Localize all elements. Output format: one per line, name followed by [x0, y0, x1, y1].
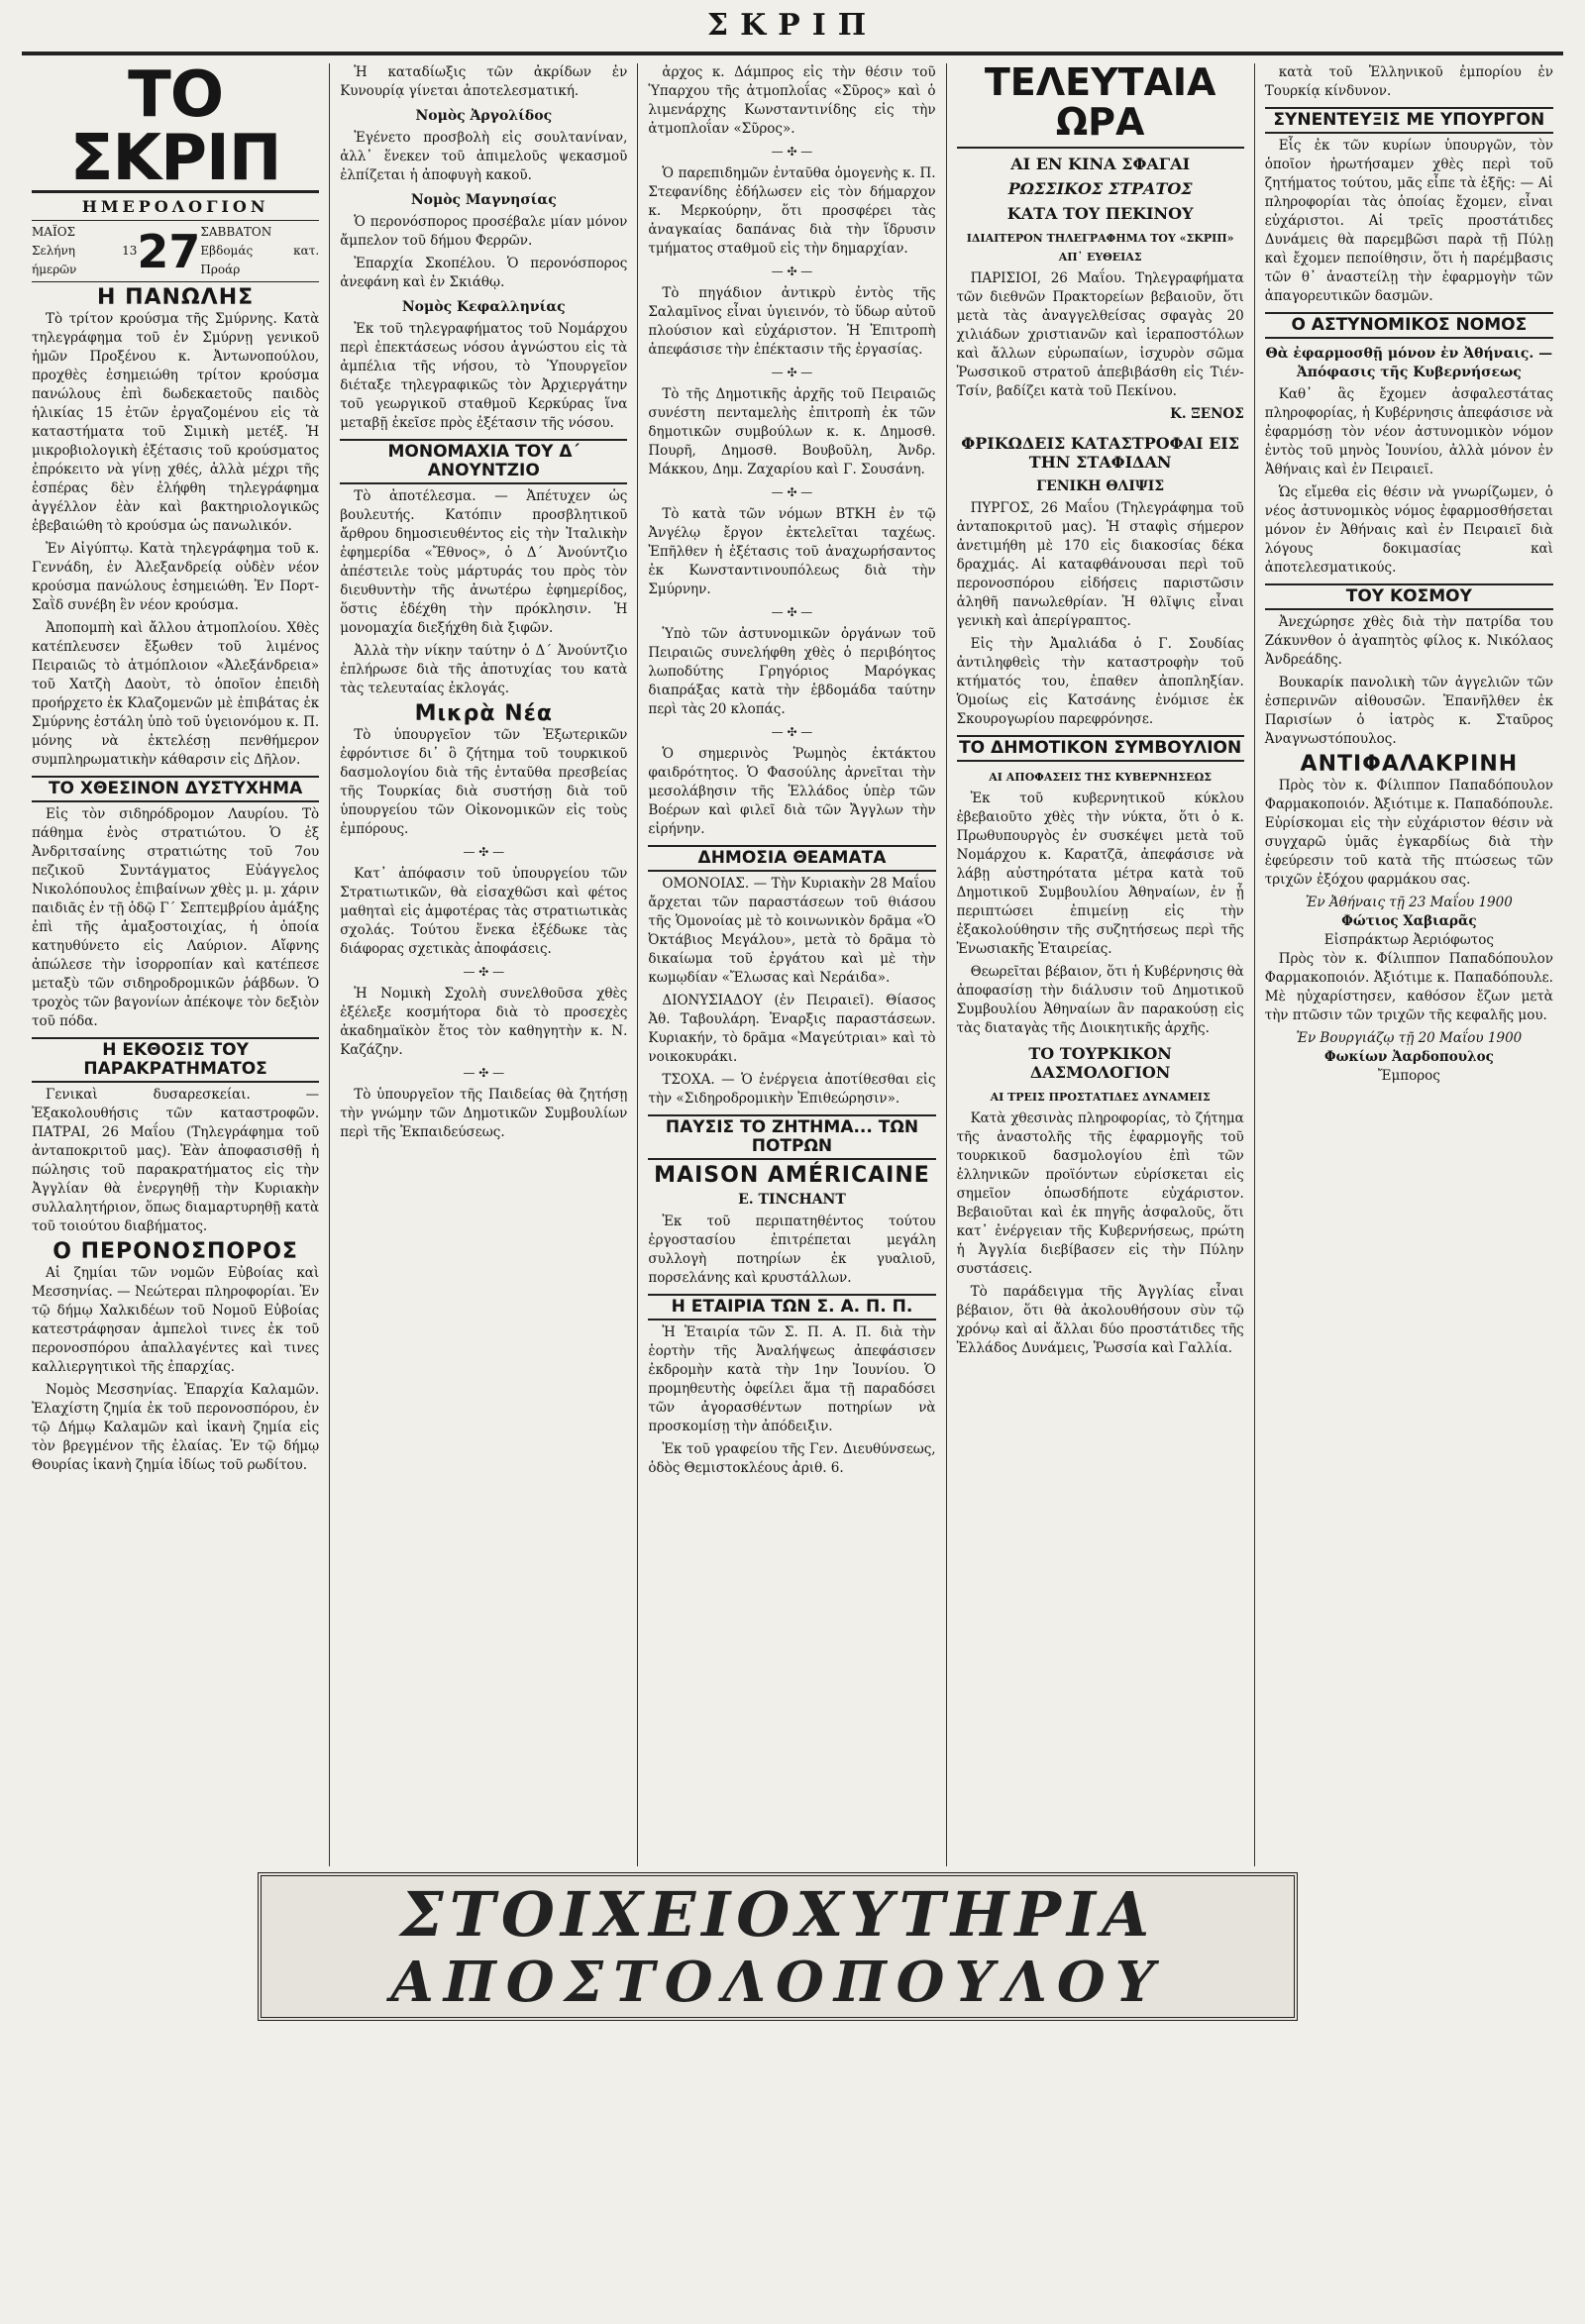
article-paragraph: Τὸ κατὰ τῶν νόμων ΒΤΚΗ ἐν τῷ Ἀνγέλῳ ἔργον ἐκτελεῖται ταχέως. Ἐπῆλθεν ἡ ἐξέτασις τοῦ ἀναχωρήσαντος ἐκ Κωνσταντινουπόλεως διὰ τὴν Σμύρνην. [648, 506, 936, 597]
article-paragraph: κατὰ τοῦ Ἑλληνικοῦ ἐμπορίου ἐν Τουρκίᾳ κίνδυνον. [1264, 64, 1553, 99]
heading-municipal-council: ΤΟ ΔΗΜΟΤΙΚΟΝ ΣΥΜΒΟΥΛΙΟΝ [957, 735, 1244, 762]
heading-maison-americaine: MAISON AMÉRICAINE [654, 1163, 930, 1188]
signature-name: Φωκίων Ἀαρδοπουλος [1323, 1049, 1494, 1065]
subheading: Νομὸς Ἀργολίδος [415, 108, 553, 124]
article-paragraph: Τὸ ὑπουργεῖον τῆς Παιδείας θὰ ζητήσῃ τὴν γνώμην τῶν Δημοτικῶν Συμβουλίων περὶ τῆς Ἐκπαιδεύσεως. [340, 1087, 628, 1140]
heading-company: Η ΕΤΑΙΡΙΑ ΤΩΝ Σ. Α. Π. Π. [648, 1294, 935, 1320]
article-paragraph: Βουκαρίκ πανολικὴ τῶν ἀγγελιῶν τῶν ἐσπερινῶν αἰθουσῶν. Ἐπανῆλθεν ἐκ Παρισίων ὁ ἰατρὸς κ. Σταῦρος Ἀναγνωστόπουλος. [1264, 675, 1553, 747]
heading-tinchant: E. TINCHANT [738, 1192, 846, 1208]
article-paragraph: ΤΣΟΧΑ. — Ὁ ἐνέργεια ἀποτίθεσθαι εἰς τὴν «Σιδηροδρομικὴν Ἐπιθεώρησιν». [648, 1072, 936, 1107]
signature-title: Ἔμπορος [1377, 1068, 1440, 1084]
article-paragraph: Ἐπαρχία Σκοπέλου. Ὁ περονόσπορος ἀνεφάνη καὶ ἐν Σκιάθῳ. [340, 256, 628, 290]
signature-date: Ἐν Ἀθήναις τῇ 23 Μαΐου 1900 [1305, 895, 1513, 910]
separator: — ✣ — [463, 845, 505, 859]
article-paragraph: Τὸ παράδειγμα τῆς Ἀγγλίας εἶναι βέβαιον, ὅτι θὰ ἀκολουθήσουν σὺν τῷ χρόνῳ καὶ αἱ ἄλλαι δύο προστάτιδες τῆς Ἑλλάδος Δυνάμεις, Ῥωσσία καὶ Γαλλία. [956, 1283, 1244, 1356]
heading-china: ΑΙ ΕΝ ΚΙΝΑ ΣΦΑΓΑΙ [1010, 154, 1191, 173]
article-paragraph: Ἀλλὰ τὴν νίκην ταύτην ὁ Δ΄ Ἀνούντζιο ἐπλήρωσε διὰ τῆς ἀποτυχίας του κατὰ τὰς τελευταίας ἐκλογάς. [340, 643, 628, 696]
article-paragraph: Ἐγένετο προσβολὴ εἰς σουλτανίναν, ἀλλ᾽ ἕνεκεν τοῦ ἀπιμελοῦς ψεκασμοῦ ἐλπίζεται ἡ ἀποφυγὴ κακοῦ. [340, 130, 628, 183]
date-weekday: ΣΑΒΒΑΤΟΝ [200, 225, 272, 239]
signature: Κ. ΞΕΝΟΣ [1170, 405, 1244, 422]
header-rule [22, 52, 1563, 55]
separator: — ✣ — [771, 485, 813, 499]
heading-protecting-powers: ΑΙ ΤΡΕΙΣ ΠΡΟΣΤΑΤΙΔΕΣ ΔΥΝΑΜΕΙΣ [990, 1090, 1211, 1104]
article-paragraph: Ὁ περονόσπορος προσέβαλε μίαν μόνον ἄμπελον τοῦ δήμου Φερρῶν. [340, 214, 628, 249]
heading-interview: ΣΥΝΕΝΤΕΥΞΙΣ ΜΕ ΥΠΟΥΡΓΟΝ [1265, 107, 1553, 134]
separator: — ✣ — [771, 264, 813, 278]
article-paragraph: Ἐν Αἰγύπτῳ. Κατὰ τηλεγράφημα τοῦ κ. Γεννάδη, ἐν Ἀλεξανδρείᾳ οὐδὲν νέον κρούσμα πανώλους ἐσημειώθη. Ἐν Πορτ-Σαῒδ συνέβη ἓν νέον κρούσμα. [32, 541, 320, 613]
article-paragraph: Εἰς τὴν Ἀμαλιάδα ὁ Γ. Σουδίας ἀντιληφθεὶς τὴν καταστροφὴν τοῦ κτήματός του, ἐπαθεν ἀποπληξίαν. Ὁμοίως εἰς Κατσάνης ἐνόμισε ἐκ Σκουρογωρίου παρεφρόνησε. [956, 635, 1244, 727]
heading-antifalakrini: ΑΝΤΙΦΑΛΑΚΡΙΝΗ [1300, 752, 1519, 777]
subheading: Θὰ ἐφαρμοσθῇ μόνον ἐν Ἀθήναις. — Ἀπόφασις τῆς Κυβερνήσεως [1265, 346, 1553, 380]
heading-last-hour: ΤΕΛΕΥΤΑΙΑ ΩΡΑ [957, 63, 1244, 149]
article-paragraph: Τὸ τῆς Δημοτικῆς ἀρχῆς τοῦ Πειραιῶς συνέστη πενταμελὴς ἐπιτροπὴ ἐκ τῶν δημοτικῶν συμβούλων κ. κ. Δημοσθ. Πουρῆ, Δημοσθ. Βουβοῦλη, Ἀνδρ. Μάκκου, Δημ. Ζαχαρίου καὶ Γ. Σουσάνη. [648, 386, 936, 477]
article-paragraph: ΠΑΡΙΣΙΟΙ, 26 Μαΐου. Τηλεγραφήματα τῶν διεθνῶν Πρακτορείων βεβαιοῦν, ὅτι μετὰ τὰς ἀναγγελθείσας σφαγὰς 20 χιλιάδων χριστιανῶν καὶ ἱεραποστόλων καὶ ἄλλων εὐρωπαίων, ἰσχυρὸν σῶμα Ῥωσσικοῦ στρατοῦ ἀπεβιβάσθη εἰς Τιέν-Τσίν, βαδίζει κατὰ τοῦ Πεκίνου. [956, 269, 1244, 399]
heading-plague: Η ΠΑΝΩΛΗΣ [97, 285, 255, 310]
heading-theatres: ΔΗΜΟΣΙΑ ΘΕΑΜΑΤΑ [648, 845, 935, 872]
article-paragraph: Ἡ καταδίωξις τῶν ἀκρίδων ἐν Κυνουρίᾳ γίνεται ἀποτελεσματική. [340, 64, 628, 99]
article-paragraph: Καθ᾽ ἃς ἔχομεν ἀσφαλεστάτας πληροφορίας, ἡ Κυβέρνησις ἀπεφάσισε νὰ ἐφαρμόσῃ τὸν νέον ἀστυνομικὸν νόμον ἐντὸς τοῦ μηνὸς Ἰουνίου, ἀλλὰ μόνον ἐν Ἀθήναις καὶ ἐν Πειραιεῖ. [1264, 386, 1553, 477]
column-5 [1255, 63, 1563, 1866]
article-paragraph: Ἀποπομπὴ καὶ ἄλλου ἀτμοπλοίου. Χθὲς κατέπλευσεν ἔξωθεν τοῦ λιμένος Πειραιῶς τὸ ἀτμόπλοιον «Ἀλεξάνδρεια» τοῦ Χατζὴ Δαοὺτ, τὸ ὁποῖον ἐπειδὴ προήρχετο ἐκ Κλαζομενῶν μὲ ἐπιβάτας ἐκ Σμύρνης ἐστάλη ὑπὸ τοῦ ὑγειονόμου κ. Π. μόνης νὰ ἐκτελέσῃ πενθήμερον συμπληρωματικὴν κάθαρσιν εἰς Δῆλον. [32, 620, 320, 768]
article-paragraph: Ἡ Ἑταιρία τῶν Σ. Π. Α. Π. διὰ τὴν ἑορτὴν τῆς Ἀναλήψεως ἀπεφάσισεν ἐκδρομὴν κατὰ τὴν 1ην Ἰουνίου. Ὁ προμηθευτὴς ὀφείλει ἅμα τῇ παραδόσει τῶν ἀγορασθέντων ποτηρίων νὰ προσκομίσῃ τὴν ἀπόδειξιν. [648, 1324, 936, 1434]
article-paragraph: ΠΥΡΓΟΣ, 26 Μαΐου (Τηλεγράφημα τοῦ ἀνταποκριτοῦ μας). Ἡ σταφὶς σήμερον ἀνετιμήθη μὲ 170 εἰς διακοσίας δέκα δραχμάς. Αἱ καταφθάνουσαι περὶ τοῦ περονοσπόρου εἰδήσεις παριστῶσιν ἀληθῆ πανωλεθρίαν. Ἡ θλῖψις εἶναι γενικὴ καὶ ἀπερίγραπτος. [956, 499, 1244, 629]
article-paragraph: Τὸ ὑπουργεῖον τῶν Ἐξωτερικῶν ἐφρόντισε δι᾽ ὃ ζήτημα τοῦ τουρκικοῦ δασμολογίου διὰ τῆς ἐνταῦθα πρεσβείας τῆς Τουρκίας διὰ συστήσῃ διὰ τοῦ ὑπουργείου τῶν Οἰκονομικῶν εἰς τοὺς ἐμπόρους. [340, 727, 628, 837]
separator: — ✣ — [771, 145, 813, 158]
heading-government-decisions: ΑΙ ΑΠΟΦΑΣΕΙΣ ΤΗΣ ΚΥΒΕΡΝΗΣΕΩΣ [989, 770, 1213, 784]
article-paragraph: Ἀνεχώρησε χθὲς διὰ τὴν πατρίδα του Ζάκυνθον ὁ ἀγαπητὸς φίλος κ. Νικόλαος Ἀνδρεάδης. [1264, 614, 1553, 668]
separator: — ✣ — [771, 605, 813, 619]
heading-turkish-tariff: ΤΟ ΤΟΥΡΚΙΚΟΝ ΔΑΣΜΟΛΟΓΙΟΝ [1028, 1043, 1172, 1082]
heading-duel: ΜΟΝΟΜΑΧΙΑ ΤΟΥ Δ΄ ΑΝΟΥΝΤΖΙΟ [340, 439, 627, 484]
heading-society: ΤΟΥ ΚΟΣΜΟΥ [1265, 583, 1553, 610]
heading-raisin-disaster: ΦΡΙΚΩΔΕΙΣ ΚΑΤΑΣΤΡΟΦΑΙ ΕΙΣ ΤΗΝ ΣΤΑΦΙΔΑΝ [961, 433, 1240, 472]
article-paragraph: Ἐκ τοῦ τηλεγραφήματος τοῦ Νομάρχου περὶ ἐπεκτάσεως νόσου ἀγνώστου εἰς τὰ ἀμπέλια τῆς νήσου, τὸ Ὑπουργεῖον διέταξε τηλεγραφικῶς τὸν Ἀρχιεργάτην τοῦ γεωργικοῦ σταθμοῦ Κερκύρας ἵνα μεταβῇ ἐκεῖσε πρὸς ἐξέτασιν τῆς νόσου. [340, 321, 628, 431]
column-4 [947, 63, 1255, 1866]
separator: — ✣ — [771, 725, 813, 739]
article-paragraph: Τὸ πηγάδιον ἀντικρὺ ἐντὸς τῆς Σαλαμῖνος εἶναι ὑγιεινόν, τὸ ὕδωρ αὐτοῦ πλούσιον καὶ εὐχάριστον. Ἡ Ἐπιτροπὴ ἀπεφάσισε τὴν ἐπέκτασιν τῆς ἐργασίας. [648, 285, 936, 358]
moon-phase: Σελήνη 13 ήμερῶν [32, 244, 138, 276]
article-paragraph: Κατ᾽ ἀπόφασιν τοῦ ὑπουργείου τῶν Στρατιωτικῶν, θὰ εἰσαχθῶσι καὶ φέτος μαθηταὶ εἰς ἀμφοτέρας τὰς στρατιωτικὰς σχολάς. Τούτου ἕνεκα ἐξέδωκε τὰς διάφορας σχετικὰς ἀποφάσεις. [340, 866, 628, 957]
signature-name: Φώτιος Χαβιαρᾶς [1341, 913, 1477, 929]
article-paragraph: Τὸ ἀποτέλεσμα. — Ἀπέτυχεν ὡς βουλευτής. Κατόπιν προσβλητικοῦ ἄρθρου δημοσιευθέντος εἰς τὴν Ἰταλικὴν ἐφημερίδα «Ἔθνος», ὁ Δ΄ Ἀνούντζιο ἀπέστειλε τοὺς μάρτυράς του πρὸς τὸν διευθυντὴν τῆς ἀνωτέρω ἐφημερίδος, ὅστις ἐδέχθη τὴν πρόκλησιν. Ἡ μονομαχία διεξήχθη διὰ ξιφῶν. [340, 488, 628, 636]
signature-date: Ἐν Βουργιάζῳ τῇ 20 Μαΐου 1900 [1296, 1030, 1523, 1046]
article-paragraph: ΔΙΟΝΥΣΙΑΔΟΥ (ἐν Πειραιεῖ). Θίασος Ἀθ. Ταβουλάρη. Ἐναρξις παραστάσεων. Κυριακήν, τὸ δρᾶμα «Μαγεύτριαι» καὶ τὸ νοικοκυράκι. [648, 993, 936, 1065]
article-paragraph: Ὁ σημερινὸς Ῥωμηὸς ἐκτάκτου φαιδρότητος. Ὁ Φασούλης ἀρνεῖται τὴν μεσολάβησιν τῆς Ἑλλάδος ὑπὲρ τῶν Βοέρων καὶ φιλεῖ διὰ τῶν Ἄγγλων τὴν εἰρήνην. [648, 746, 936, 837]
date-row [32, 220, 319, 282]
article-paragraph: Ὑπὸ τῶν ἀστυνομικῶν ὀργάνων τοῦ Πειραιῶς συνελήφθη χθὲς ὁ περιβόητος λωποδύτης Γρηγόριος Μαρόγκας διαπράξας κατὰ τὴν ἑβδομάδα ταύτην περὶ τὰς 20 κλοπάς. [648, 626, 936, 717]
heading-short-news: Μικρὰ Νέα [414, 701, 553, 726]
heading-glasses: ΠΑΥΣΙΣ ΤΟ ΖΗΤΗΜΑ... ΤΩΝ ΠΟΤΡΩΝ [648, 1114, 935, 1160]
separator: — ✣ — [463, 965, 505, 979]
heading-accident: ΤΟ ΧΘΕΣΙΝΟΝ ΔΥΣΤΥΧΗΜΑ [32, 776, 319, 802]
article-paragraph: Κατὰ χθεσινὰς πληροφορίας, τὸ ζήτημα τῆς ἀναστολῆς τῆς ἐφαρμογῆς τοῦ τουρκικοῦ δασμολογίου ἐπὶ τῶν ἑλληνικῶν προϊόντων εὑρίσκεται εἰς σημεῖον ὁπωσδήποτε εὐχάριστον. Βεβαιοῦται καὶ ἐκ πηγῆς ἀσφαλοῦς, ὅτι κατ᾽ ἐνέργειαν τῆς Κυβερνήσεως, πρώτη ἡ Ἀγγλία διεβίβασεν εἰς τὴν Πύλην συστάσεις. [956, 1109, 1244, 1277]
separator: — ✣ — [463, 1066, 505, 1080]
heading-peking: ΚΑΤΑ ΤΟΥ ΠΕΚΙΝΟΥ [1006, 203, 1194, 223]
article-paragraph: Θεωρεῖται βέβαιον, ὅτι ἡ Κυβέρνησις θὰ ἀποφασίσῃ τὴν διάλυσιν τοῦ Δημοτικοῦ Συμβουλίου Ἀθηναίων ἂν παρακούσῃ εἰς τὰς διαταγὰς τῆς Διοικητικῆς ἀρχῆς. [956, 963, 1244, 1036]
article-paragraph: Ἐκ τοῦ κυβερνητικοῦ κύκλου ἐβεβαιοῦτο χθὲς τὴν νύκτα, ὅτι ὁ κ. Πρωθυπουργὸς ἐν συσκέψει μετὰ τοῦ Νομάρχου κ. Καρατζᾶ, ἀπεφάσισε νὰ λάβῃ αὐστηρότατα μέτρα κατὰ τοῦ Δημοτικοῦ Συμβουλίου Ἀθηναίων, ἐν ᾗ περιπτώσει ἐπιμείνῃ εἰς τὴν ἐξακολούθησιν τῆς συζητήσεως περὶ τῆς Ἑνωσιακῆς Ἑταιρείας. [956, 790, 1244, 957]
date-day-number: 27 [137, 224, 201, 278]
signature-title: Εἰσπράκτωρ Ἀεριόφωτος [1323, 932, 1494, 948]
masthead-subtitle: ΗΜΕΡΟΛΟΓΙΟΝ [81, 197, 269, 216]
article-paragraph: Πρὸς τὸν κ. Φίλιππον Παπαδόπουλον Φαρμακοποιόν. Ἀξιότιμε κ. Παπαδόπουλε. Εὑρίσκομαι εἰς τὴν εὐχάριστον θέσιν νὰ συγχαρῶ ὑμᾶς ἐγκαρδίως διὰ τὴν ἐφεύρεσιν τοῦ κατὰ τῆς πτώσεως τῶν τριχῶν ἐξόχου φαρμάκου σας. [1264, 778, 1553, 888]
article-paragraph: Εἰς τὸν σιδηρόδρομον Λαυρίου. Τὸ πάθημα ἑνὸς στρατιώτου. Ὁ ἐξ Ἀνδριτσαίνης στρατιώτης τοῦ 7ου πεζικοῦ Συντάγματος Εὐάγγελος Νικολόπουλος ἐπιβαίνων χθὲς μ. μ. χάριν παιδιᾶς ἐν τῇ ὁδῷ Γ΄ Σεπτεμβρίου ἁμάξης ἐπὶ τῆς ἁμαξοστοιχίας, ἡ ὁποία κατηυθύνετο εἰς Λαύριον. Αἴφνης ἀπώλεσε τὴν ἰσορροπίαν καὶ κατέπεσε μεταξὺ τῶν σιδηροδρομικῶν ῥάβδων. Ὁ τροχὸς τῶν βαγονίων ἀπέκοψε τὸν δεξιὸν τοῦ πόδα. [32, 806, 320, 1029]
article-paragraph: Νομὸς Μεσσηνίας. Ἐπαρχία Καλαμῶν. Ἐλαχίστη ζημία ἐκ τοῦ περονοσπόρου, ἐν τῷ Δήμῳ Καλαμῶν καὶ ἱκανὴ ζημία εἰς τὸν βρεγμένον τῆς ἐλαίας. Ἐν τῷ δήμῳ Θουρίας ἱκανὴ ζημία ἰδίως τοῦ ρωδίτου. [32, 1382, 320, 1473]
article-paragraph: ΟΜΟΝΟΙΑΣ. — Τὴν Κυριακὴν 28 Μαΐου ἄρχεται τῶν παραστάσεων τοῦ θιάσου τῆς Ὁμονοίας μὲ τὸ κοινωνικὸν δρᾶμα «Ὁ Ὀκτάβιος Μεγάλου», μετὰ τὸ δρᾶμα τὸ δικαίωμα τοῦ ἐργάτου καὶ μὲ τὴν κωμῳδίαν «Ἔλωσας καὶ Νεράιδα». [648, 876, 936, 986]
article-paragraph: Γενικαὶ δυσαρεσκείαι. — Ἐξακολουθήσις τῶν καταστροφῶν. ΠΑΤΡΑΙ, 26 Μαΐου (Τηλεγράφημα τοῦ ἀνταποκριτοῦ μας). Ἐὰν ἀποφασισθῇ ἡ πώλησις τοῦ παρακρατήματος εἰς τὴν Ἀγγλίαν θὰ ἐνεργηθῇ τὴν Κυριακὴν συλλαλητήριον, ὅπως διαμαρτυρηθῇ κατὰ τοῦ τοιούτου διαβήματος. [32, 1087, 320, 1234]
heading-russian-army: ΡΩΣΣΙΚΟΣ ΣΤΡΑΤΟΣ [1007, 178, 1193, 198]
date-month: ΜΑΪΟΣ [32, 225, 76, 239]
masthead-title: ΤΟ ΣΚΡΙΠ [32, 63, 319, 193]
article-paragraph: Ἐκ τοῦ γραφείου τῆς Γεν. Διευθύνσεως, ὁδὸς Θεμιστοκλέους ἀριθ. 6. [648, 1441, 936, 1476]
date-right [200, 223, 319, 279]
article-paragraph: Ὡς εἴμεθα εἰς θέσιν νὰ γνωρίζωμεν, ὁ νέος ἀστυνομικὸς νόμος ἐφαρμοσθήσεται μόνον ἐν Ἀθήναις καὶ ἐν Πειραιεῖ διὰ λόγους δοκιμασίας καὶ ἀποτελεσματικούς. [1264, 484, 1553, 576]
separator: — ✣ — [771, 366, 813, 379]
article-paragraph: Ὁ παρεπιδημῶν ἐνταῦθα ὁμογενὴς κ. Π. Στεφανίδης ἐδήλωσεν εἰς τὸν δήμαρχον κ. Μερκούρην, ὅτι προσφέρει τὰς ἀναγκαίας δαπάνας διὰ τὴν ἵδρυσιν τμήματος σταθμοῦ εἰς τὴν δημαρχίαν. [648, 165, 936, 257]
column-3 [638, 63, 946, 1866]
column-2 [330, 63, 638, 1866]
date-left [32, 223, 137, 279]
column-1 [22, 63, 330, 1866]
running-title: ΣΚΡΙΠ [706, 8, 879, 43]
article-paragraph: Τὸ τρίτον κρούσμα τῆς Σμύρνης. Κατὰ τηλεγράφημα τοῦ ἐν Σμύρνῃ γενικοῦ ἡμῶν Προξένου κ. Ἀντωνοπούλου, προχθὲς ἐσημειώθη τρίτον κρούσμα πανώλους ἐπὶ δωδεκαετοῦς παιδὸς ἡλικίας 15 ἐτῶν ἐργαζομένου εἰς τὰ καταστήματα τοῦ Σιμικὴ μετέξ. Ἡ μικροβιολογικὴ ἐξέτασις τοῦ κρούσματος ἐπρόκειτο νὰ γίνῃ χθές, ἀλλὰ μέχρι τῆς ἑσπέρας δὲν ἐλήφθη τηλεγράφημα ἀγγέλλον ἐὰν καὶ βακτηριολογικῶς ἐβεβαιώθη τὸ κρούσμα ὡς πανωλικόν. [32, 311, 320, 534]
heading-telegram: ΙΔΙΑΙΤΕΡΟΝ ΤΗΛΕΓΡΑΦΗΜΑ ΤΟΥ «ΣΚΡΙΠ» ΑΠ᾽ ΕΥΘΕΙΑΣ [966, 231, 1234, 264]
article-paragraph: Πρὸς τὸν κ. Φίλιππον Παπαδόπουλον Φαρμακοποιόν. Ἀξιότιμε κ. Παπαδόπουλε. Μὲ ηὐχαρίστησεν, καθόσον ἔζων μετὰ τὴν πτῶσιν τῶν τριχῶν τῆς κεφαλῆς μου. [1264, 951, 1553, 1023]
subheading: Νομὸς Κεφαλληνίας [401, 299, 566, 315]
date-week: Εβδομάς κατ. Προάρ [200, 244, 320, 276]
article-paragraph: Ἐκ τοῦ περιπατηθέντος τούτου ἐργοστασίου ἐπιτρέπεται μεγάλη συλλογὴ ποτηρίων ἐκ γυαλιοῦ, πορσελάνης καὶ κρυστάλλων. [648, 1214, 936, 1286]
type-foundry-advertisement [258, 1872, 1298, 2021]
article-paragraph: Εἷς ἐκ τῶν κυρίων ὑπουργῶν, τὸν ὁποῖον ἠρωτήσαμεν χθὲς περὶ τοῦ ζητήματος τούτου, μᾶς εἶπε τὰ ἑξῆς: — Αἱ πληροφορίαι τὰς ὁποίας ἔχομεν, εἶναι εὐχάριστοι. Αἱ τρεῖς προστάτιδες Δυνάμεις θὰ παρεμβῶσι παρὰ τῇ Πύλῃ καὶ ἔχομεν πεποίθησιν, ὅτι ἡ παρέμβασις τῶν θ᾽ ἀναστείλῃ τὴν ἐφαρμογὴν τῶν ἀπαγορευτικῶν δασμῶν. [1264, 138, 1553, 304]
banner-line-1: ΣΤΟΙΧΕΙΟΧΥΤΗΡΙΑ [399, 1878, 1156, 1951]
article-paragraph: Ἡ Νομικὴ Σχολὴ συνελθοῦσα χθὲς ἐξέλεξε κοσμήτορα διὰ τὸ προσεχὲς ἀκαδημαϊκὸν ἔτος τὸν καθηγητὴν κ. Ν. Καζάζην. [340, 986, 628, 1058]
heading-peronosporos: Ο ΠΕΡΟΝΟΣΠΟΡΟΣ [53, 1239, 298, 1264]
heading-general-grief: ΓΕΝΙΚΗ ΘΛΙΨΙΣ [1036, 477, 1165, 494]
article-paragraph: ἀρχος κ. Δάμπρος εἰς τὴν θέσιν τοῦ Ὑπαρχου τῆς ἀτμοπλοΐας «Σῦρος» καὶ ὁ λιμενάρχης Κωνσταντινίδης εἰς τὴν ἀτμοπλοΐαν «Σῦρος». [648, 64, 936, 137]
article-paragraph: Αἱ ζημίαι τῶν νομῶν Εὐβοίας καὶ Μεσσηνίας. — Νεώτεραι πληροφορίαι. Ἐν τῷ δήμῳ Χαλκιδέων τοῦ Νομοῦ Εὐβοίας κατεστράφησαν ἀμπελοὶ τινες ἐκ τοῦ περονοσπόρου ἀπαλλαγέντες καὶ τινες καλλιεργητικοὶ τῆς ἐπαρχίας. [32, 1265, 320, 1375]
heading-export: Η ΕΚΘΟΣΙΣ ΤΟΥ ΠΑΡΑΚΡΑΤΗΜΑΤΟΣ [32, 1037, 319, 1083]
columns [22, 63, 1563, 1866]
heading-police-law: Ο ΑΣΤΥΝΟΜΙΚΟΣ ΝΟΜΟΣ [1265, 312, 1553, 339]
banner-line-2: ΑΠΟΣΤΟΛΟΠΟΥΛΟΥ [390, 1950, 1165, 2015]
subheading: Νομὸς Μαγνησίας [410, 192, 557, 208]
